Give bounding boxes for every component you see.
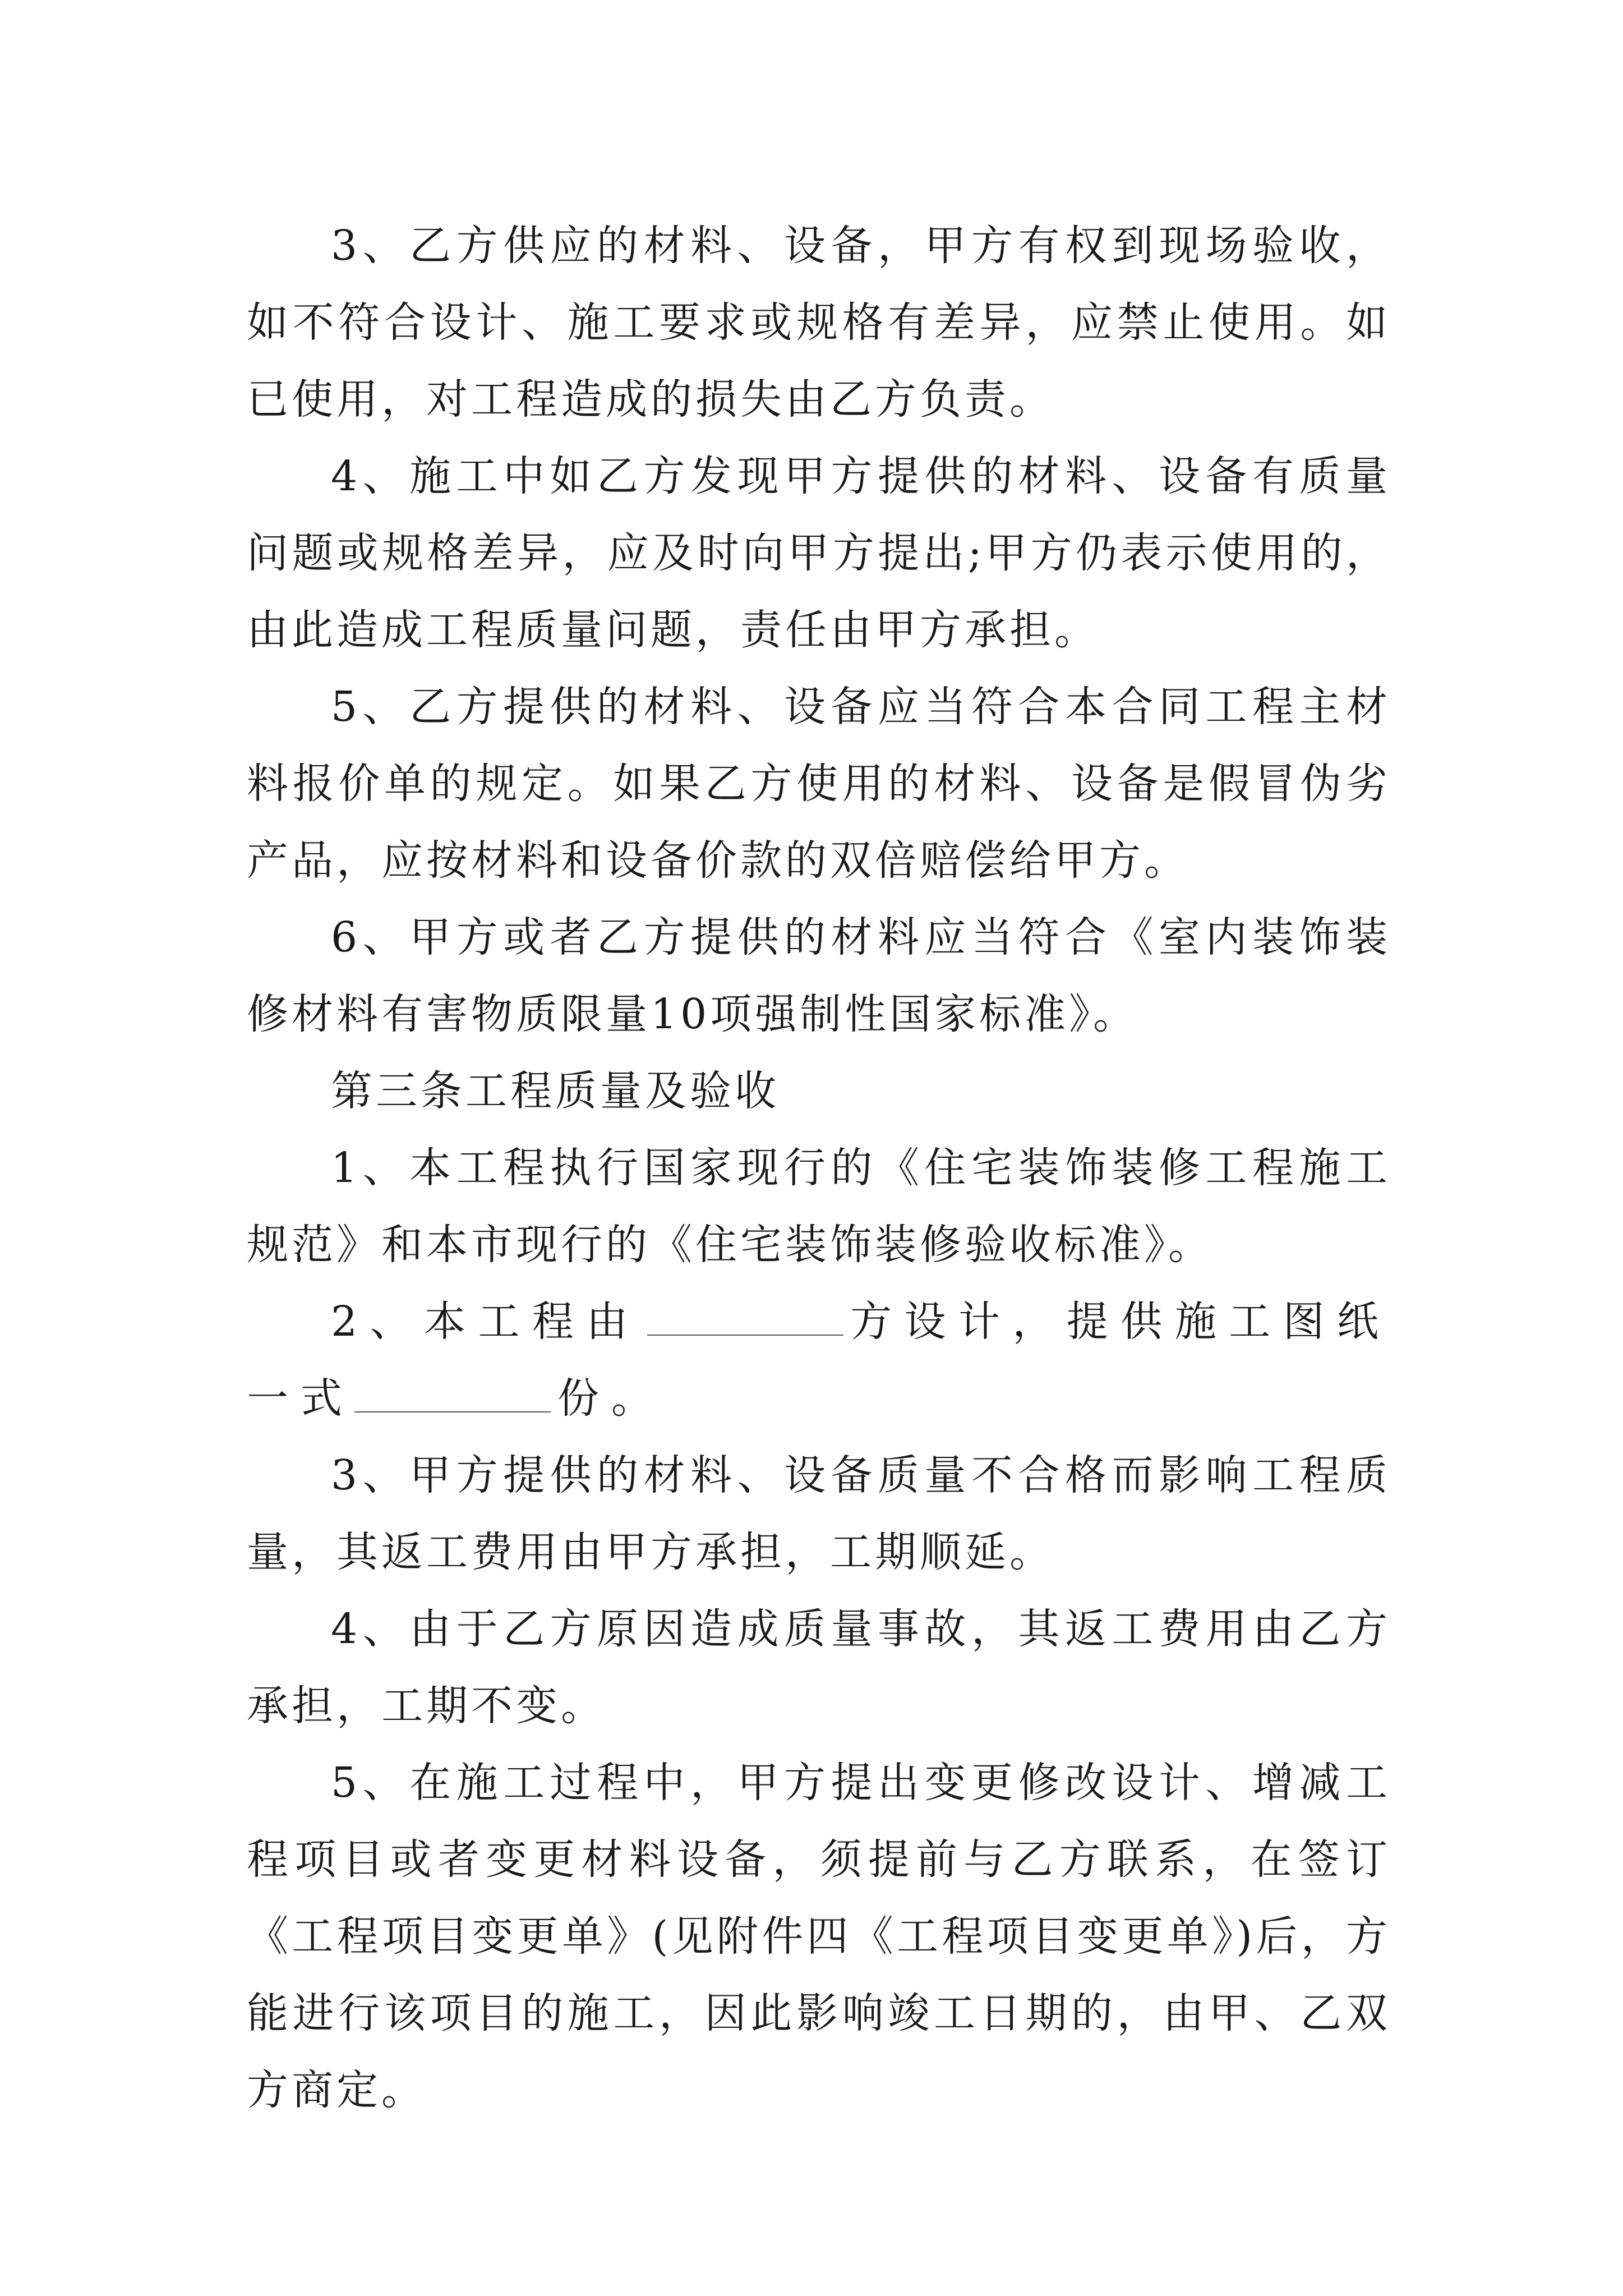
paragraph-change-order: 5、在施工过程中，甲方提出变更修改设计、增减工程项目或者变更材料设备，须提前与乙方联系，在签订《工程项目变更单》(见附件四《工程项目变更单》)后，方能进行该项目的施工，因此影响竣工日期的，由甲、乙双方商定。 [247,1759,1391,2114]
paragraph-material-inspection: 3、乙方供应的材料、设备，甲方有权到现场验收，如不符合设计、施工要求或规格有差异，应禁止使用。如已使用，对工程造成的损失由乙方负责。 [247,222,1391,424]
paragraph-party-b-fault: 4、由于乙方原因造成质量事故，其返工费用由乙方承担，工期不变。 [247,1605,1391,1730]
blank-copies-field[interactable] [354,1378,551,1412]
paragraph-material-defect: 4、施工中如乙方发现甲方提供的材料、设备有质量问题或规格差异，应及时向甲方提出;甲方仍表示使用的，由此造成工程质量问题，责任由甲方承担。 [247,452,1391,654]
fill-in-text-2: 方设计，提供施工图纸一式 [247,1297,1391,1423]
paragraph-design-fill-in [247,1283,1391,1437]
document-body [247,208,1391,2129]
paragraph-hazard-standard: 6、甲方或者乙方提供的材料应当符合《室内装饰装修材料有害物质限量10项强制性国家标准》。 [247,913,1391,1038]
paragraph-party-a-defect: 3、甲方提供的材料、设备质量不合格而影响工程质量，其返工费用由甲方承担，工期顺延。 [247,1451,1391,1576]
paragraph-material-pricing: 5、乙方提供的材料、设备应当符合本合同工程主材料报价单的规定。如果乙方使用的材料、设备是假冒伪劣产品，应按材料和设备价款的双倍赔偿给甲方。 [247,683,1391,885]
fill-in-text-3: 份。 [557,1374,665,1423]
blank-designer-field[interactable] [647,1301,843,1336]
section-heading-quality: 第三条工程质量及验收 [331,1067,780,1115]
paragraph-standards: 1、本工程执行国家现行的《住宅装饰装修工程施工规范》和本市现行的《住宅装饰装修验收标准》。 [247,1144,1391,1269]
fill-in-text-1: 2、本工程由 [331,1297,640,1346]
